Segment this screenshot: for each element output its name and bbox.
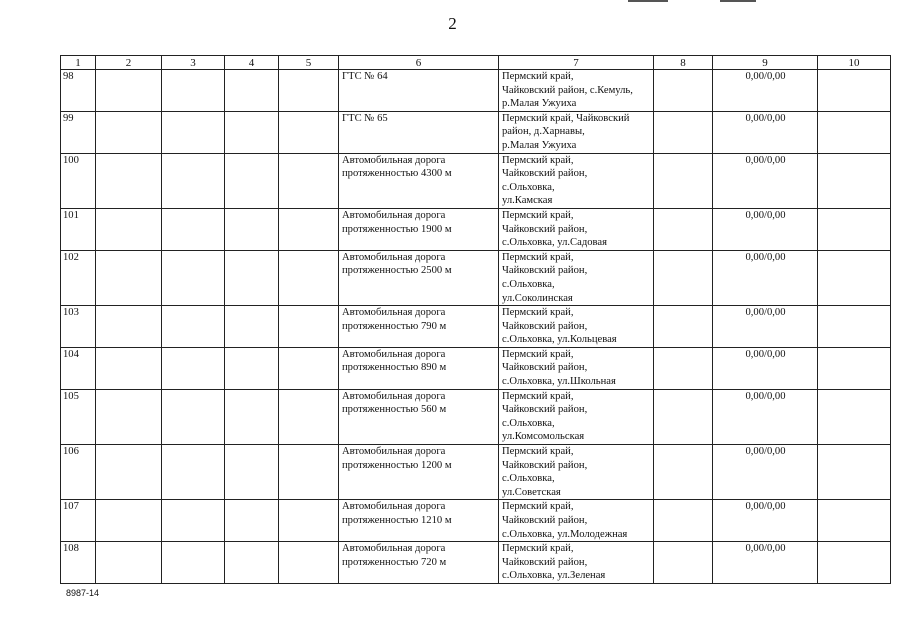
empty-cell	[162, 445, 225, 500]
empty-cell	[818, 70, 891, 112]
page-number: 2	[448, 14, 457, 33]
object-name-text: Автомобильная дорога протяженностью 720 м	[342, 543, 447, 568]
empty-cell	[279, 250, 339, 305]
object-name-cell	[339, 208, 499, 250]
address-cell	[499, 500, 654, 542]
address-text: Пермский край, Чайковский район, с.Кемуль, р.Малая Ужуиха	[502, 71, 633, 110]
table-row	[61, 111, 891, 153]
value-text: 0,00/0,00	[745, 348, 786, 360]
empty-cell	[818, 500, 891, 542]
value-cell	[713, 347, 818, 389]
empty-cell	[279, 389, 339, 444]
empty-cell	[225, 153, 279, 208]
row-number-text: 103	[63, 307, 79, 319]
value-text: 0,00/0,00	[745, 307, 786, 319]
column-header: 6	[339, 56, 499, 70]
table-row	[61, 250, 891, 305]
row-number-text: 98	[63, 71, 74, 82]
empty-cell	[225, 542, 279, 584]
empty-cell	[162, 542, 225, 584]
address-text: Пермский край, Чайковский район, с.Ольховка, ул.Молодежная	[502, 501, 628, 540]
address-cell	[499, 70, 654, 112]
empty-cell	[162, 208, 225, 250]
empty-cell	[654, 542, 713, 584]
table-row	[61, 542, 891, 584]
empty-cell	[654, 208, 713, 250]
empty-cell	[162, 70, 225, 112]
value-text: 0,00/0,00	[745, 71, 786, 82]
empty-cell	[654, 70, 713, 112]
object-name-cell	[339, 347, 499, 389]
value-cell	[713, 70, 818, 112]
row-number-cell	[61, 250, 96, 305]
table-row	[61, 445, 891, 500]
address-text: Пермский край, Чайковский район, с.Ольховка, ул.Садовая	[502, 209, 607, 249]
address-text: Пермский край, Чайковский район, с.Ольховка, ул.Комсомольская	[502, 390, 588, 443]
empty-cell	[654, 250, 713, 305]
value-cell	[713, 306, 818, 348]
column-header: 10	[818, 56, 891, 70]
object-name-cell	[339, 542, 499, 584]
row-number-cell	[61, 111, 96, 153]
value-text: 0,00/0,00	[745, 154, 786, 166]
object-name-cell	[339, 250, 499, 305]
address-cell	[499, 542, 654, 584]
row-number-cell	[61, 500, 96, 542]
address-text: Пермский край, Чайковский район, с.Ольховка, ул.Советская	[502, 446, 588, 498]
row-number-text: 107	[63, 501, 79, 513]
empty-cell	[279, 445, 339, 500]
value-text: 0,00/0,00	[745, 251, 786, 263]
empty-cell	[96, 445, 162, 500]
object-name-cell	[339, 445, 499, 500]
empty-cell	[225, 347, 279, 389]
empty-cell	[225, 208, 279, 250]
empty-cell	[162, 500, 225, 542]
object-name-text: ГТС № 65	[342, 112, 388, 124]
value-cell	[713, 542, 818, 584]
row-number-cell	[61, 306, 96, 348]
value-cell	[713, 153, 818, 208]
value-text: 0,00/0,00	[745, 390, 786, 402]
address-text: Пермский край, Чайковский район, с.Ольховка, ул.Кольцевая	[502, 307, 617, 346]
empty-cell	[654, 306, 713, 348]
table-row	[61, 306, 891, 348]
empty-cell	[225, 445, 279, 500]
empty-cell	[225, 500, 279, 542]
value-cell	[713, 208, 818, 250]
address-cell	[499, 445, 654, 500]
empty-cell	[162, 250, 225, 305]
empty-cell	[96, 153, 162, 208]
empty-cell	[162, 153, 225, 208]
object-name-text: Автомобильная дорога протяженностью 2500 м	[342, 251, 452, 277]
empty-cell	[162, 306, 225, 348]
empty-cell	[654, 389, 713, 444]
table-row	[61, 389, 891, 444]
column-header: 8	[654, 56, 713, 70]
object-name-text: Автомобильная дорога протяженностью 1210 м	[342, 501, 452, 526]
empty-cell	[818, 111, 891, 153]
empty-cell	[654, 347, 713, 389]
empty-cell	[654, 111, 713, 153]
row-number-cell	[61, 389, 96, 444]
value-cell	[713, 389, 818, 444]
empty-cell	[818, 250, 891, 305]
row-number-cell	[61, 445, 96, 500]
empty-cell	[162, 347, 225, 389]
address-cell	[499, 153, 654, 208]
value-text: 0,00/0,00	[745, 209, 786, 221]
empty-cell	[96, 389, 162, 444]
object-name-text: Автомобильная дорога протяженностью 890 м	[342, 348, 447, 374]
empty-cell	[96, 111, 162, 153]
empty-cell	[818, 208, 891, 250]
empty-cell	[818, 306, 891, 348]
table-row	[61, 208, 891, 250]
object-name-cell	[339, 389, 499, 444]
registry-table	[60, 55, 891, 584]
object-name-text: Автомобильная дорога протяженностью 4300 м	[342, 154, 452, 180]
row-number-text: 106	[63, 446, 79, 458]
object-name-cell	[339, 500, 499, 542]
row-number-text: 101	[63, 209, 79, 221]
header-row	[61, 56, 891, 70]
scan-mark	[720, 0, 756, 2]
scan-mark	[628, 0, 668, 2]
empty-cell	[96, 306, 162, 348]
column-header: 1	[61, 56, 96, 70]
table-row	[61, 153, 891, 208]
empty-cell	[96, 70, 162, 112]
object-name-text: Автомобильная дорога протяженностью 1900 м	[342, 209, 452, 235]
address-cell	[499, 306, 654, 348]
column-header: 5	[279, 56, 339, 70]
empty-cell	[818, 445, 891, 500]
empty-cell	[818, 153, 891, 208]
empty-cell	[96, 500, 162, 542]
empty-cell	[279, 347, 339, 389]
empty-cell	[225, 70, 279, 112]
row-number-cell	[61, 70, 96, 112]
empty-cell	[225, 389, 279, 444]
empty-cell	[279, 542, 339, 584]
column-header: 3	[162, 56, 225, 70]
address-text: Пермский край, Чайковский район, с.Ольховка, ул.Школьная	[502, 348, 616, 388]
empty-cell	[96, 542, 162, 584]
empty-cell	[279, 306, 339, 348]
row-number-text: 100	[63, 154, 79, 166]
value-cell	[713, 500, 818, 542]
empty-cell	[818, 389, 891, 444]
object-name-cell	[339, 306, 499, 348]
row-number-text: 104	[63, 348, 79, 360]
address-text: Пермский край, Чайковский район, с.Ольховка, ул.Соколинская	[502, 251, 588, 304]
column-header: 2	[96, 56, 162, 70]
object-name-cell	[339, 111, 499, 153]
empty-cell	[279, 70, 339, 112]
row-number-text: 99	[63, 112, 74, 124]
table-row	[61, 70, 891, 112]
empty-cell	[818, 542, 891, 584]
empty-cell	[225, 306, 279, 348]
row-number-text: 108	[63, 543, 79, 555]
column-header: 4	[225, 56, 279, 70]
empty-cell	[654, 153, 713, 208]
empty-cell	[654, 445, 713, 500]
empty-cell	[225, 111, 279, 153]
empty-cell	[279, 500, 339, 542]
value-text: 0,00/0,00	[745, 543, 786, 555]
column-header: 7	[499, 56, 654, 70]
address-text: Пермский край, Чайковский район, д.Харнавы, р.Малая Ужуиха	[502, 112, 630, 151]
empty-cell	[654, 500, 713, 542]
row-number-text: 102	[63, 251, 79, 263]
value-cell	[713, 445, 818, 500]
value-cell	[713, 111, 818, 153]
empty-cell	[96, 250, 162, 305]
empty-cell	[279, 153, 339, 208]
row-number-cell	[61, 347, 96, 389]
address-cell	[499, 347, 654, 389]
address-cell	[499, 250, 654, 305]
address-cell	[499, 208, 654, 250]
object-name-cell	[339, 70, 499, 112]
table-row	[61, 347, 891, 389]
object-name-text: Автомобильная дорога протяженностью 790 м	[342, 307, 447, 332]
empty-cell	[96, 347, 162, 389]
empty-cell	[225, 250, 279, 305]
value-text: 0,00/0,00	[745, 446, 786, 458]
column-header: 9	[713, 56, 818, 70]
empty-cell	[818, 347, 891, 389]
address-cell	[499, 111, 654, 153]
address-text: Пермский край, Чайковский район, с.Ольховка, ул.Зеленая	[502, 543, 606, 582]
object-name-text: Автомобильная дорога протяженностью 560 м	[342, 390, 447, 416]
empty-cell	[162, 111, 225, 153]
empty-cell	[162, 389, 225, 444]
row-number-cell	[61, 153, 96, 208]
empty-cell	[279, 111, 339, 153]
value-text: 0,00/0,00	[745, 501, 786, 513]
empty-cell	[279, 208, 339, 250]
object-name-cell	[339, 153, 499, 208]
row-number-text: 105	[63, 390, 79, 402]
row-number-cell	[61, 542, 96, 584]
row-number-cell	[61, 208, 96, 250]
object-name-text: Автомобильная дорога протяженностью 1200 м	[342, 446, 452, 471]
value-text: 0,00/0,00	[745, 112, 786, 124]
document-code: 8987-14	[66, 588, 100, 598]
object-name-text: ГТС № 64	[342, 71, 388, 82]
table-row	[61, 500, 891, 542]
address-cell	[499, 389, 654, 444]
empty-cell	[96, 208, 162, 250]
address-text: Пермский край, Чайковский район, с.Ольховка, ул.Камская	[502, 154, 588, 207]
value-cell	[713, 250, 818, 305]
